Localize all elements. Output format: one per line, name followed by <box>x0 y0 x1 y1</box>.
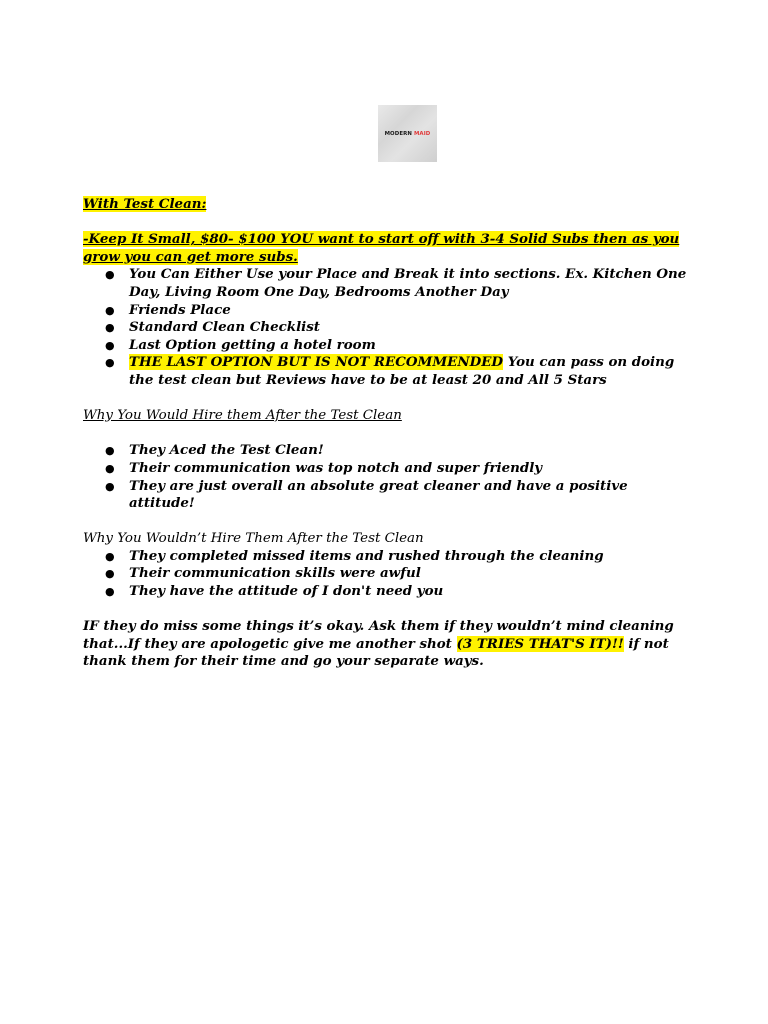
modern-maid-logo <box>378 105 437 162</box>
list-item: ● They have the attitude of I don't need you <box>105 583 444 600</box>
bullet-icon: ● <box>105 444 115 458</box>
test-clean-options-list <box>83 266 693 389</box>
list-item: ● They completed missed items and rushed through the cleaning <box>105 547 604 564</box>
document-body <box>83 196 693 671</box>
bullet-icon: ● <box>105 303 115 317</box>
list-item: ● THE LAST OPTION BUT IS NOT RECOMMENDED You can pass on doing the test clean but Reviews have to be at least 20 and All 5 Stars <box>105 354 675 388</box>
heading-why-not-hire: Why You Wouldn’t Hire Them After the Test Clean <box>83 531 424 547</box>
bullet-icon: ● <box>105 567 115 581</box>
logo-word-modern: MODERN <box>384 130 412 137</box>
bullet-icon: ● <box>105 338 115 352</box>
list-item: ● Last Option getting a hotel room <box>105 336 376 353</box>
bullet-icon: ● <box>105 268 115 282</box>
spacer <box>83 513 693 531</box>
hire-reasons-list <box>83 442 693 512</box>
bullet-icon: ● <box>105 356 115 370</box>
heading-with-test-clean: With Test Clean: <box>83 196 207 212</box>
intro-paragraph: -Keep It Small, $80- $100 YOU want to start off with 3-4 Solid Subs then as you grow you can get more subs. <box>83 231 680 265</box>
logo-word-maid: MAID <box>413 130 431 137</box>
not-hire-reasons-list <box>83 548 693 601</box>
list-item: ● Standard Clean Checklist <box>105 319 320 336</box>
spacer <box>83 390 693 408</box>
not-recommended-highlight: THE LAST OPTION BUT IS NOT RECOMMENDED <box>129 354 504 371</box>
heading-why-hire: Why You Would Hire them After the Test Clean <box>83 408 402 424</box>
list-item: ● They are just overall an absolute great cleaner and have a positive attitude! <box>105 477 628 512</box>
bullet-icon: ● <box>105 321 115 335</box>
list-item: ● They Aced the Test Clean! <box>105 442 324 459</box>
spacer <box>83 214 693 232</box>
spacer <box>83 425 693 443</box>
list-item: ● Friends Place <box>105 301 231 318</box>
bullet-icon: ● <box>105 461 115 475</box>
list-item: ● You Can Either Use your Place and Break it into sections. Ex. Kitchen One Day, Living Room One Day, Bedrooms Another Day <box>105 266 687 300</box>
bullet-icon: ● <box>105 585 115 599</box>
bullet-icon: ● <box>105 479 115 493</box>
closing-paragraph: IF they do miss some things it’s okay. Ask them if they wouldn’t mind cleaning that...If they are apologetic give me another shot (3 TRIES THAT'S IT)!! if not thank them for their time and go your separate ways. <box>83 618 674 670</box>
list-item: ● Their communication was top notch and super friendly <box>105 459 543 476</box>
bullet-icon: ● <box>105 549 115 563</box>
spacer <box>83 601 693 619</box>
three-tries-highlight: (3 TRIES THAT'S IT)!! <box>456 635 624 652</box>
list-item: ● Their communication skills were awful <box>105 565 421 582</box>
